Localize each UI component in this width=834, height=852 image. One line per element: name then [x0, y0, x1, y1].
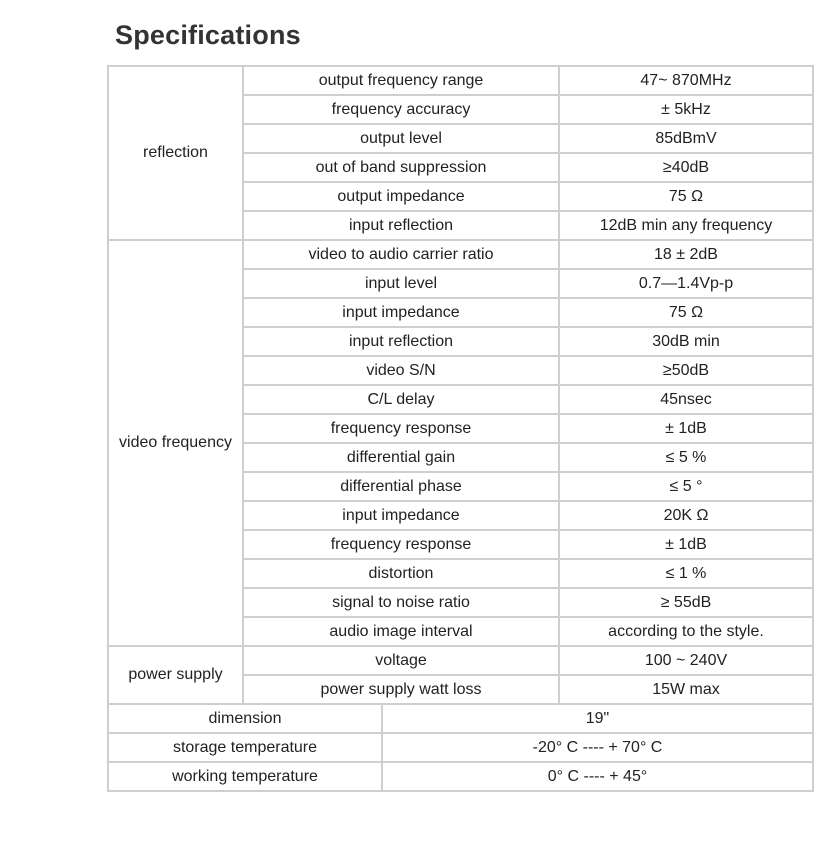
param-cell: power supply watt loss [243, 675, 559, 704]
group-label-power-supply: power supply [108, 646, 243, 704]
value-cell: ≥40dB [559, 153, 813, 182]
param-cell: differential phase [243, 472, 559, 501]
table-row [108, 733, 813, 762]
param-cell: input reflection [243, 211, 559, 240]
value-cell: ± 1dB [559, 414, 813, 443]
value-cell: 85dBmV [559, 124, 813, 153]
page-title: Specifications [115, 20, 301, 50]
table-row [108, 240, 813, 269]
param-cell: output frequency range [243, 66, 559, 95]
value-cell: 75 Ω [559, 182, 813, 211]
value-cell: according to the style. [559, 617, 813, 646]
value-cell: ≥50dB [559, 356, 813, 385]
param-cell: distortion [243, 559, 559, 588]
param-cell: input impedance [243, 501, 559, 530]
value-cell: 19" [382, 704, 813, 733]
specifications-table [107, 65, 814, 792]
value-cell: 18 ± 2dB [559, 240, 813, 269]
group-label-video-frequency: video frequency [108, 240, 243, 646]
param-cell: signal to noise ratio [243, 588, 559, 617]
value-cell: ≤ 1 % [559, 559, 813, 588]
param-cell: differential gain [243, 443, 559, 472]
param-cell: C/L delay [243, 385, 559, 414]
group-label-reflection: reflection [108, 66, 243, 240]
value-cell: 15W max [559, 675, 813, 704]
param-cell: video S/N [243, 356, 559, 385]
value-cell: ≥ 55dB [559, 588, 813, 617]
param-cell: output impedance [243, 182, 559, 211]
table-row [108, 646, 813, 675]
value-cell: 0.7—1.4Vp-p [559, 269, 813, 298]
value-cell: 0° C ---- + 45° [382, 762, 813, 791]
param-cell: voltage [243, 646, 559, 675]
table-row [108, 762, 813, 791]
param-cell: input impedance [243, 298, 559, 327]
value-cell: 47~ 870MHz [559, 66, 813, 95]
param-cell: working temperature [108, 762, 382, 791]
value-cell: ± 1dB [559, 530, 813, 559]
param-cell: input reflection [243, 327, 559, 356]
param-cell: input level [243, 269, 559, 298]
value-cell: ± 5kHz [559, 95, 813, 124]
param-cell: out of band suppression [243, 153, 559, 182]
param-cell: storage temperature [108, 733, 382, 762]
table-row [108, 66, 813, 95]
value-cell: 30dB min [559, 327, 813, 356]
value-cell: ≤ 5 ° [559, 472, 813, 501]
value-cell: 75 Ω [559, 298, 813, 327]
param-cell: audio image interval [243, 617, 559, 646]
param-cell: frequency response [243, 530, 559, 559]
param-cell: video to audio carrier ratio [243, 240, 559, 269]
param-cell: dimension [108, 704, 382, 733]
value-cell: 100 ~ 240V [559, 646, 813, 675]
value-cell: -20° C ---- + 70° C [382, 733, 813, 762]
table-row [108, 704, 813, 733]
value-cell: ≤ 5 % [559, 443, 813, 472]
param-cell: frequency accuracy [243, 95, 559, 124]
param-cell: output level [243, 124, 559, 153]
value-cell: 20K Ω [559, 501, 813, 530]
value-cell: 12dB min any frequency [559, 211, 813, 240]
value-cell: 45nsec [559, 385, 813, 414]
param-cell: frequency response [243, 414, 559, 443]
